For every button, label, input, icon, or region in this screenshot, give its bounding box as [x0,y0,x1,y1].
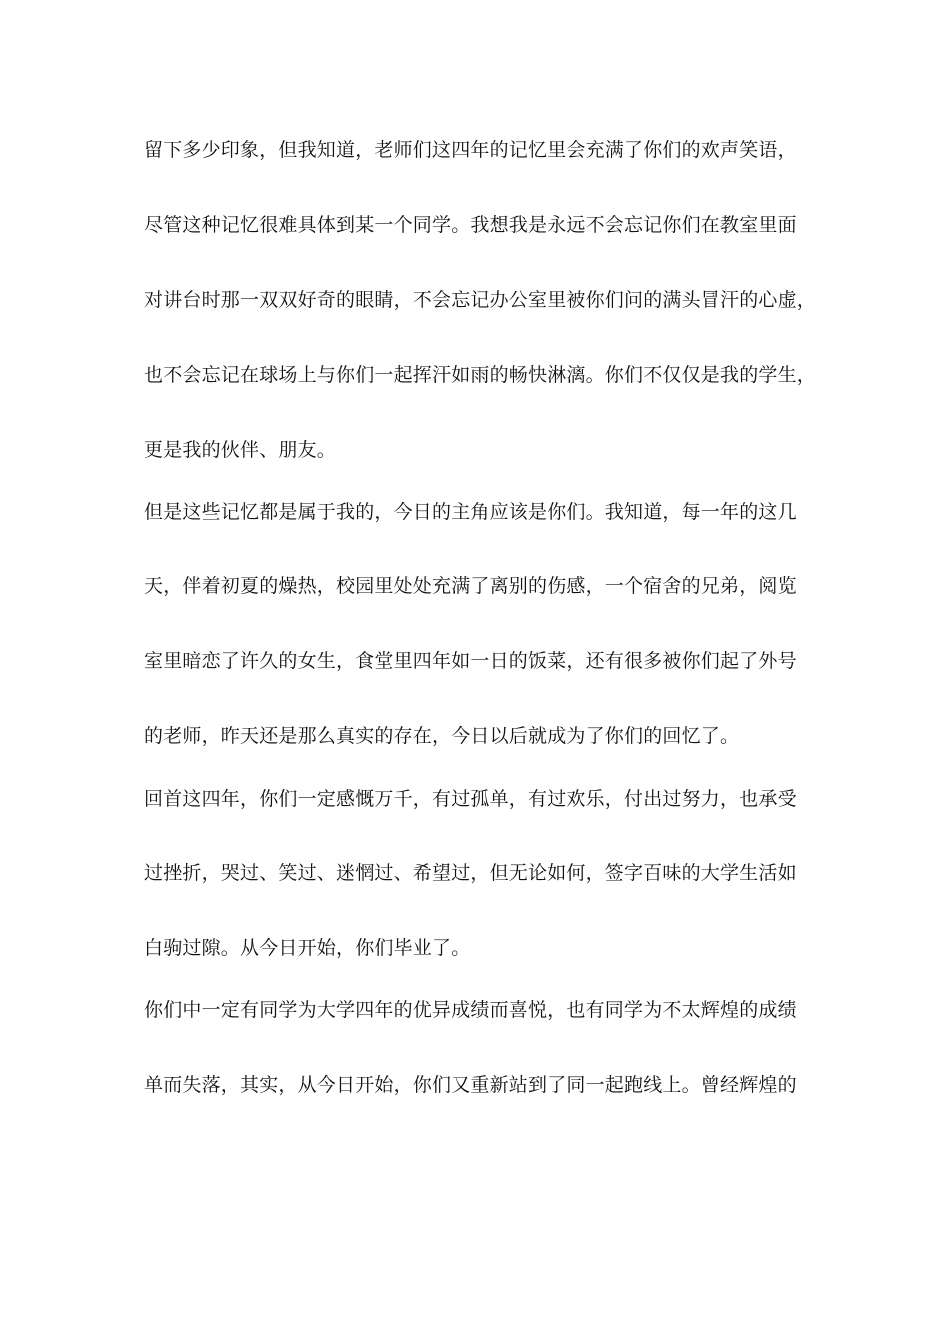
text-line-3: 对讲台时那一双双好奇的眼睛，不会忘记办公室里被你们问的满头冒汗的心虚， [144,289,817,311]
text-line-5: 更是我的伙伴、朋友。 [144,439,337,461]
text-line-2: 尽管这种记忆很难具体到某一个同学。我想我是永远不会忘记你们在教室里面 [144,214,797,236]
text-line-4: 也不会忘记在球场上与你们一起挥汗如雨的畅快淋漓。你们不仅仅是我的学生， [144,364,817,386]
text-line-9: 的老师，昨天还是那么真实的存在，今日以后就成为了你们的回忆了。 [144,725,740,747]
text-line-6: 但是这些记忆都是属于我的，今日的主角应该是你们。我知道，每一年的这几 [144,501,797,523]
text-line-8: 室里暗恋了许久的女生，食堂里四年如一日的饭菜，还有很多被你们起了外号 [144,650,797,672]
text-line-12: 白驹过隙。从今日开始，你们毕业了。 [144,937,471,959]
text-line-1: 留下多少印象，但我知道，老师们这四年的记忆里会充满了你们的欢声笑语， [144,139,797,161]
text-line-14: 单而失落，其实，从今日开始，你们又重新站到了同一起跑线上。曾经辉煌的 [144,1074,797,1096]
text-line-7: 天，伴着初夏的燥热，校园里处处充满了离别的伤感，一个宿舍的兄弟，阅览 [144,575,797,597]
text-line-13: 你们中一定有同学为大学四年的优异成绩而喜悦，也有同学为不太辉煌的成绩 [144,999,797,1021]
text-line-11: 过挫折，哭过、笑过、迷惘过、希望过，但无论如何，签字百味的大学生活如 [144,862,797,884]
text-line-10: 回首这四年，你们一定感慨万千，有过孤单，有过欢乐，付出过努力，也承受 [144,788,797,810]
